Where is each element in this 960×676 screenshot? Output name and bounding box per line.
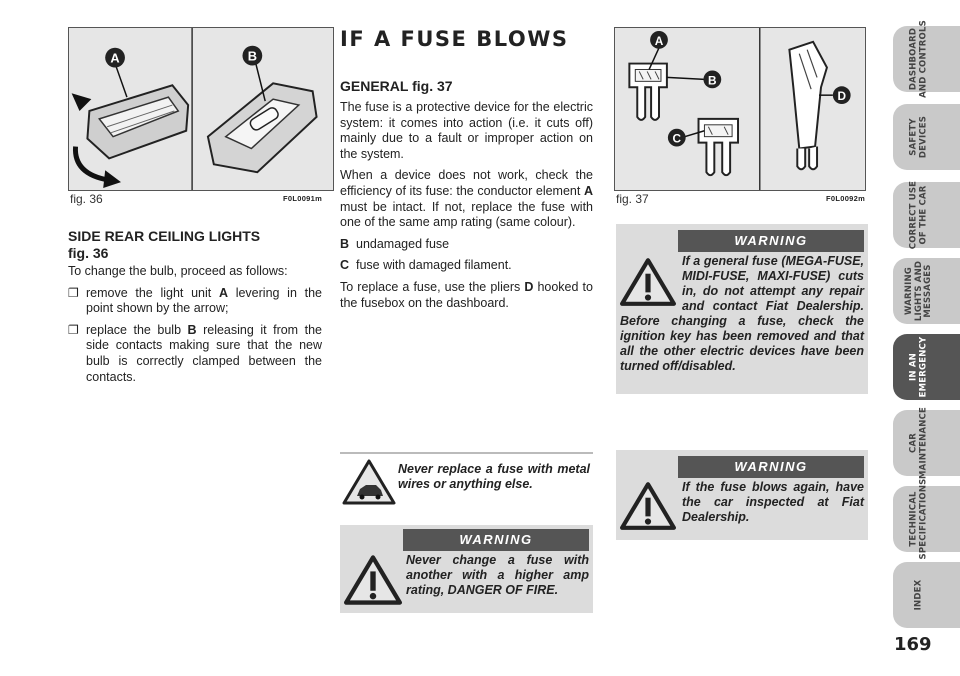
warning-label: WARNING <box>678 230 864 252</box>
car-warning-icon <box>342 458 396 506</box>
divider <box>340 452 593 454</box>
tab-car-maintenance[interactable]: CAR MAINTENANCE <box>893 410 960 476</box>
warning-text: If a general fuse (MEGA-FUSE, MIDI-FUSE, MAXI-FUSE) cuts in, do not attempt any repair and contact Fiat Dealership. Before changing a fuse, check the ignition key has been removed and that all the other electric devices have been turned off/disabled. <box>620 254 864 373</box>
exclamation-warning-icon <box>620 480 676 532</box>
tab-correct-use[interactable]: CORRECT USE OF THE CAR <box>893 182 960 248</box>
exclamation-warning-icon <box>344 553 402 607</box>
definition-item: C fuse with damaged filament. <box>340 258 512 273</box>
section-heading-ceiling-lights <box>68 228 334 262</box>
general-heading: GENERAL fig. 37 <box>340 78 453 94</box>
tab-in-an-emergency[interactable]: IN AN EMERGENCY <box>893 334 960 400</box>
fig37-code: F0L0092m <box>826 194 866 203</box>
warning-label: WARNING <box>678 456 864 478</box>
list-item: ❐ remove the light unit A levering in the point shown by the arrow; <box>68 285 322 316</box>
warning-panel-amp <box>340 525 593 613</box>
note-panel <box>340 456 593 510</box>
warning-text: If the fuse blows again, have the car inspected at Fiat Dealership. <box>682 480 864 524</box>
ceiling-lights-body <box>68 264 322 391</box>
heading-line2: fig. 36 <box>68 245 109 261</box>
fuse-body <box>340 100 593 317</box>
page-title: IF A FUSE BLOWS <box>340 27 569 51</box>
tab-warning-lights[interactable]: WARNING LIGHTS AND MESSAGES <box>893 258 960 324</box>
warning-panel-fuse-blows-again <box>616 450 868 540</box>
exclamation-warning-icon <box>620 254 676 310</box>
fig36-label-a: A <box>110 50 120 66</box>
fig36-code: F0L0091m <box>283 194 323 203</box>
checkbox-square-icon: ❐ <box>68 322 79 337</box>
heading-line1: SIDE REAR CEILING LIGHTS <box>68 228 261 244</box>
tab-index[interactable]: INDEX <box>893 562 960 628</box>
paragraph: When a device does not work, check the efficiency of its fuse: the conductor element A must be intact. If not, replace the fuse with one of the same amp rating (same colour). <box>340 168 593 230</box>
definition-item: B undamaged fuse <box>340 236 450 251</box>
warning-text: Never change a fuse with another with a higher amp rating, DANGER OF FIRE. <box>406 553 589 597</box>
page-number: 169 <box>894 634 932 655</box>
fig36-label-b: B <box>247 48 257 64</box>
checkbox-square-icon: ❐ <box>68 285 79 300</box>
tab-safety-devices[interactable]: SAFETY DEVICES <box>893 104 960 170</box>
note-text: Never replace a fuse with metal wires or anything else. <box>398 462 590 491</box>
fig37-label-d: D <box>837 89 847 104</box>
fig36-caption: fig. 36 <box>70 192 103 206</box>
tab-technical-specifications[interactable]: TECHNICAL SPECIFICATIONS <box>893 486 960 552</box>
fig37-caption: fig. 37 <box>616 192 649 206</box>
fig37-label-a: A <box>654 33 664 48</box>
list-item: ❐ replace the bulb B releasing it from the side contacts making sure that the new bulb is correctly clamped between the contacts. <box>68 322 322 384</box>
figure-36-image <box>68 27 334 191</box>
paragraph: The fuse is a protective device for the electric system: it comes into action (i.e. it cuts off) mainly due to a fault or improper action on the system. <box>340 100 593 161</box>
intro-text: To change the bulb, proceed as follows: <box>68 264 288 278</box>
tab-dashboard-and-controls[interactable]: DASHBOARD AND CONTROLS <box>893 26 960 92</box>
paragraph: To replace a fuse, use the pliers D hooked to the fusebox on the dashboard. <box>340 279 593 310</box>
fig37-label-b: B <box>708 73 717 88</box>
warning-panel-general-fuse <box>616 224 868 394</box>
fig37-label-c: C <box>672 131 682 146</box>
warning-label: WARNING <box>403 529 589 551</box>
figure-37-image <box>614 27 866 191</box>
